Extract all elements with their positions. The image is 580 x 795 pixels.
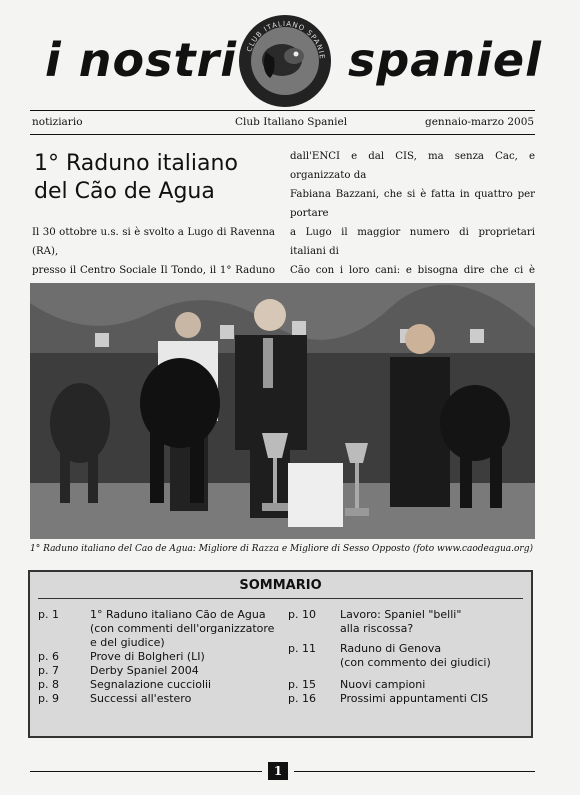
entry-line: Segnalazione cucciolii <box>90 678 212 691</box>
entry-line: Derby Spaniel 2004 <box>90 664 199 677</box>
entry-page: p. 8 <box>38 678 59 691</box>
entry-line: (con commento dei giudici) <box>340 656 491 669</box>
sommario-entry[interactable] <box>38 608 288 650</box>
footer-rule-left <box>30 771 262 772</box>
entry-line: 1° Raduno italiano Cão de Agua <box>90 608 266 621</box>
text-line: Fabiana Bazzani, che si è fatta in quattro per portare <box>290 189 535 219</box>
sommario-entry[interactable] <box>288 678 528 692</box>
article-headline <box>34 150 274 206</box>
entry-line: Successi all'estero <box>90 692 192 705</box>
entry-page: p. 15 <box>288 678 316 691</box>
entry-text <box>90 608 280 650</box>
text-line: presso il Centro Sociale Il Tondo, il 1° Raduno <box>32 265 275 276</box>
sommario-entry[interactable] <box>38 650 288 664</box>
entry-page: p. 10 <box>288 608 316 621</box>
entry-page: p. 16 <box>288 692 316 705</box>
entry-text <box>340 608 530 636</box>
sommario-entry[interactable] <box>38 664 288 678</box>
page-number: 1 <box>268 762 288 780</box>
entry-page: p. 1 <box>38 608 59 621</box>
entry-page: p. 6 <box>38 650 59 663</box>
sommario-entry[interactable] <box>288 692 528 706</box>
text-line: Cão con i loro cani: e bisogna dire che ci è <box>290 265 535 276</box>
footer-rule-right <box>294 771 535 772</box>
headline-line-1: 1° Raduno italiano <box>34 151 238 176</box>
entry-text <box>90 650 280 664</box>
meta-rule <box>30 134 535 135</box>
entry-text <box>340 642 530 670</box>
text-line: dall'ENCI e dal CIS, ma senza Cac, e organizzato da <box>290 151 535 181</box>
sommario-title: SOMMARIO <box>239 578 322 593</box>
event-photo <box>30 283 535 539</box>
masthead-rule <box>30 110 535 111</box>
photo-caption: 1° Raduno italiano del Cao de Agua: Migliore di Razza e Migliore di Sesso Opposto (foto www.caodeagua.org) <box>30 544 533 554</box>
entry-line: (con commenti dell'organizzatore <box>90 622 275 635</box>
sommario-box <box>28 570 533 738</box>
entry-page: p. 7 <box>38 664 59 677</box>
masthead-title-right: spaniel <box>348 33 542 87</box>
entry-text <box>90 692 280 706</box>
meta-date: gennaio-marzo 2005 <box>425 116 535 128</box>
entry-text <box>90 664 280 678</box>
meta-center: Club Italiano Spaniel <box>235 116 348 128</box>
entry-line: Raduno di Genova <box>340 642 442 655</box>
entry-line: Prove di Bolgheri (LI) <box>90 650 205 663</box>
sommario-divider <box>38 598 523 599</box>
entry-text <box>340 692 530 706</box>
sommario-entry[interactable] <box>288 642 528 670</box>
svg-text:CLUB ITALIANO SPANIEL: CLUB ITALIANO SPANIE <box>245 19 327 61</box>
entry-page: p. 9 <box>38 692 59 705</box>
entry-line: e del giudice) <box>90 636 165 649</box>
entry-line: alla riscossa? <box>340 622 414 635</box>
text-line: a Lugo il maggior numero di proprietari italiani di <box>290 227 535 257</box>
entry-line: Prossimi appuntamenti CIS <box>340 692 489 705</box>
meta-left: notiziario <box>32 116 83 128</box>
entry-text <box>340 678 530 692</box>
entry-text <box>90 678 280 692</box>
entry-line: Lavoro: Spaniel "belli" <box>340 608 462 621</box>
masthead-title-left: i nostri <box>45 33 237 87</box>
entry-line: Nuovi campioni <box>340 678 426 691</box>
sommario-entry[interactable] <box>38 678 288 692</box>
entry-page: p. 11 <box>288 642 316 655</box>
headline-line-2: del Cão de Agua <box>34 179 215 204</box>
sommario-entry[interactable] <box>288 608 528 636</box>
sommario-entry[interactable] <box>38 692 288 706</box>
text-line: Il 30 ottobre u.s. si è svolto a Lugo di Ravenna (RA), <box>32 227 275 257</box>
club-logo <box>236 12 334 110</box>
